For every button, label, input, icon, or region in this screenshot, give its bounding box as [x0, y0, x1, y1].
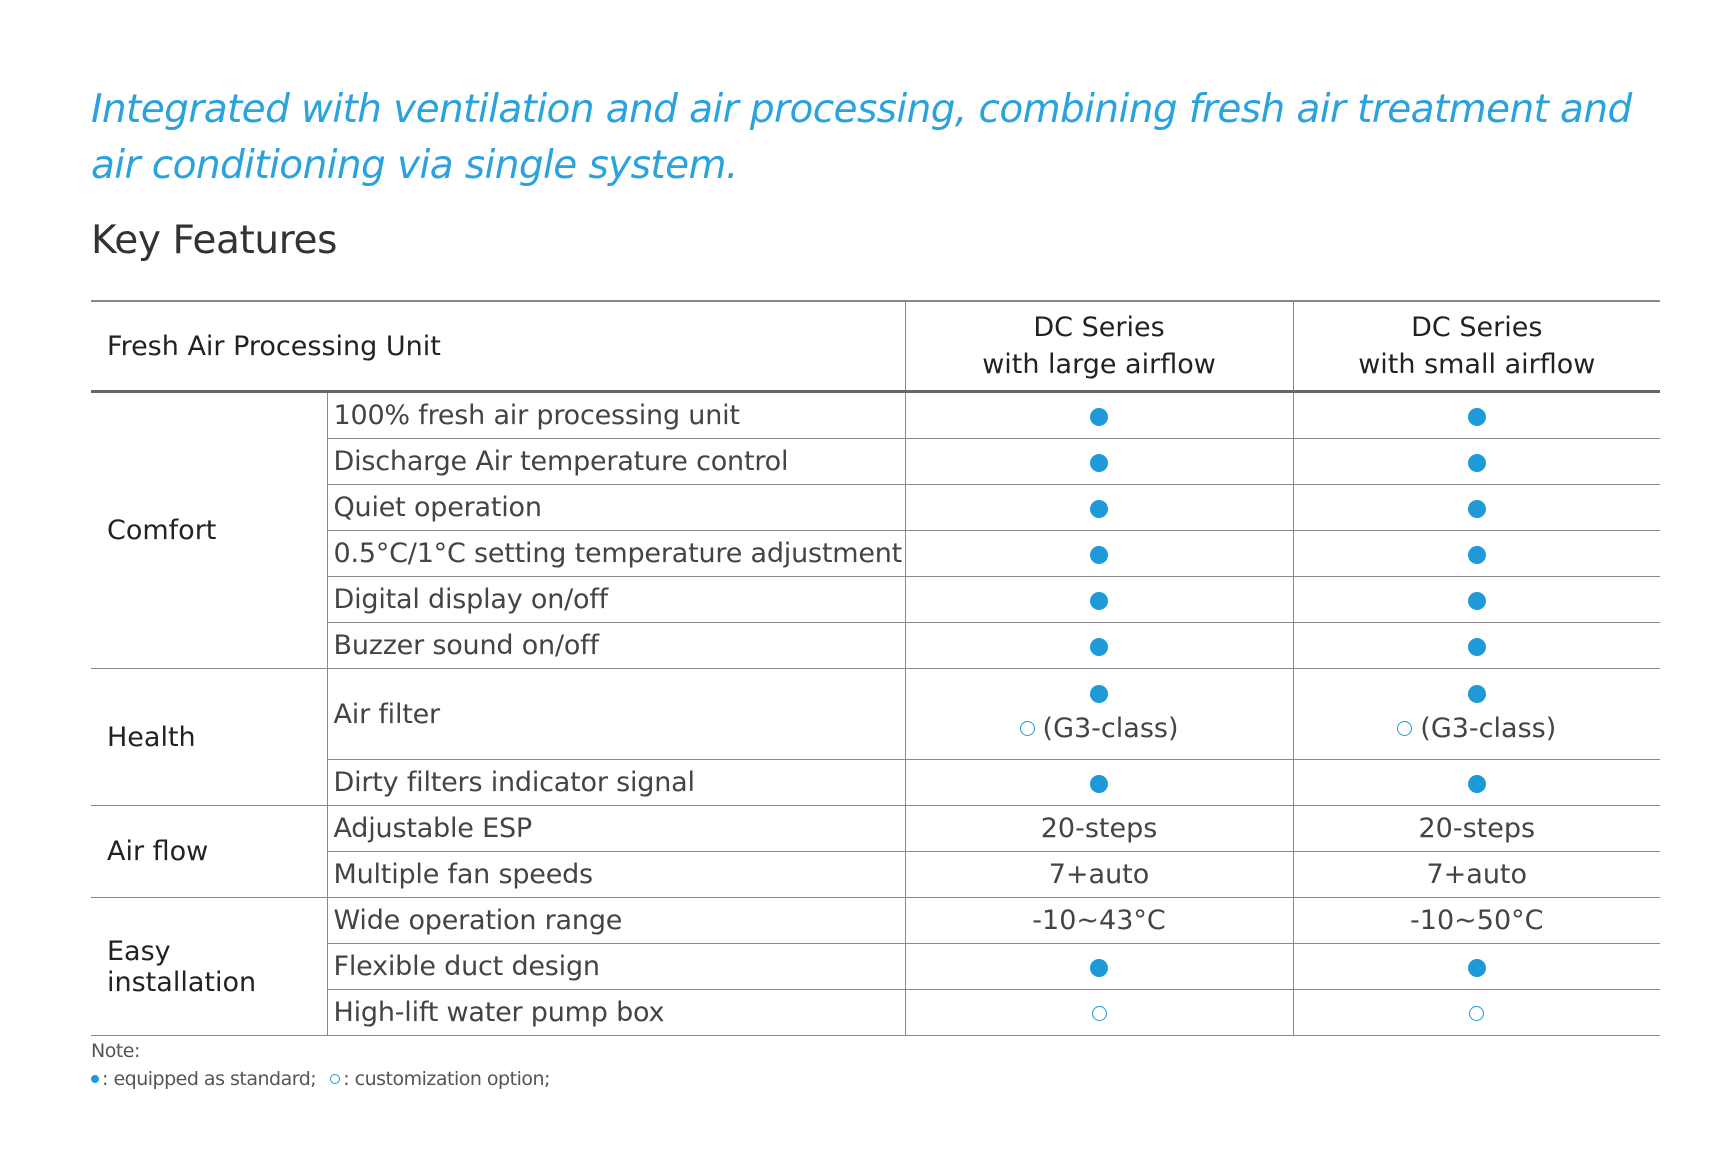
filter-class-label: (G3-class)	[1420, 712, 1557, 744]
table-row	[91, 852, 1660, 898]
small-header-line1: DC Series	[1411, 312, 1543, 343]
feature-label: Quiet operation	[327, 485, 905, 531]
value-cell: -10~43°C	[905, 898, 1293, 944]
table-row	[91, 439, 1660, 485]
table-row	[91, 990, 1660, 1036]
standard-dot-icon	[1468, 775, 1486, 793]
small-header-line2: with small airflow	[1358, 349, 1596, 380]
unit-column-header: Fresh Air Processing Unit	[91, 301, 905, 392]
value-cell: 7+auto	[905, 852, 1293, 898]
option-circle-icon	[330, 1074, 340, 1084]
standard-dot-icon	[1468, 685, 1486, 703]
feature-label: Discharge Air temperature control	[327, 439, 905, 485]
feature-label: Adjustable ESP	[327, 806, 905, 852]
standard-dot-icon	[1090, 685, 1108, 703]
table-row	[91, 623, 1660, 669]
value-cell: 7+auto	[1293, 852, 1660, 898]
standard-dot-icon	[1468, 454, 1486, 472]
feature-label: Dirty filters indicator signal	[327, 760, 905, 806]
feature-label: High-lift water pump box	[327, 990, 905, 1036]
option-circle-icon	[1397, 721, 1412, 736]
feature-label: Digital display on/off	[327, 577, 905, 623]
feature-label: Multiple fan speeds	[327, 852, 905, 898]
tagline: Integrated with ventilation and air processing, combining fresh air treatment and air conditioning via single system.	[91, 87, 1632, 188]
value-cell: -10~50°C	[1293, 898, 1660, 944]
note-title: Note:	[91, 1040, 140, 1062]
standard-dot-icon	[1090, 546, 1108, 564]
table-row	[91, 531, 1660, 577]
value-cell: 20-steps	[1293, 806, 1660, 852]
table-row	[91, 485, 1660, 531]
standard-dot-icon	[91, 1075, 99, 1083]
standard-dot-icon	[1468, 408, 1486, 426]
standard-dot-icon	[1468, 546, 1486, 564]
small-airflow-column-header	[1293, 301, 1660, 392]
standard-dot-icon	[1468, 638, 1486, 656]
standard-dot-icon	[1468, 500, 1486, 518]
large-header-line1: DC Series	[1033, 312, 1165, 343]
legend-standard-text: : equipped as standard;	[102, 1068, 317, 1090]
category-comfort: Comfort	[91, 392, 327, 669]
table-header-row	[91, 301, 1660, 392]
key-features-table	[91, 300, 1660, 1036]
option-circle-icon	[1469, 1006, 1484, 1021]
standard-dot-icon	[1090, 408, 1108, 426]
table-row	[91, 760, 1660, 806]
standard-dot-icon	[1090, 638, 1108, 656]
feature-label: Wide operation range	[327, 898, 905, 944]
standard-dot-icon	[1468, 959, 1486, 977]
table-row	[91, 577, 1660, 623]
air-filter-large	[906, 685, 1293, 744]
option-circle-icon	[1020, 721, 1035, 736]
standard-dot-icon	[1090, 454, 1108, 472]
table-row	[91, 898, 1660, 944]
category-air-flow: Air flow	[91, 806, 327, 898]
table-row	[91, 806, 1660, 852]
standard-dot-icon	[1090, 500, 1108, 518]
feature-label: 0.5°C/1°C setting temperature adjustment	[327, 531, 905, 577]
legend-option-text: : customization option;	[343, 1068, 550, 1090]
table-row	[91, 944, 1660, 990]
large-airflow-column-header	[905, 301, 1293, 392]
option-circle-icon	[1092, 1006, 1107, 1021]
feature-label: Flexible duct design	[327, 944, 905, 990]
standard-dot-icon	[1090, 592, 1108, 610]
section-title: Key Features	[91, 218, 337, 263]
legend	[91, 1068, 550, 1090]
standard-dot-icon	[1090, 775, 1108, 793]
category-easy-installation: Easy installation	[91, 898, 327, 1036]
table-row	[91, 669, 1660, 760]
feature-label: 100% fresh air processing unit	[327, 392, 905, 439]
standard-dot-icon	[1090, 959, 1108, 977]
large-header-line2: with large airflow	[982, 349, 1216, 380]
category-health: Health	[91, 669, 327, 806]
feature-label: Air filter	[327, 669, 905, 760]
feature-label: Buzzer sound on/off	[327, 623, 905, 669]
table-row	[91, 392, 1660, 439]
standard-dot-icon	[1468, 592, 1486, 610]
value-cell: 20-steps	[905, 806, 1293, 852]
filter-class-label: (G3-class)	[1042, 712, 1179, 744]
air-filter-small	[1294, 685, 1661, 744]
